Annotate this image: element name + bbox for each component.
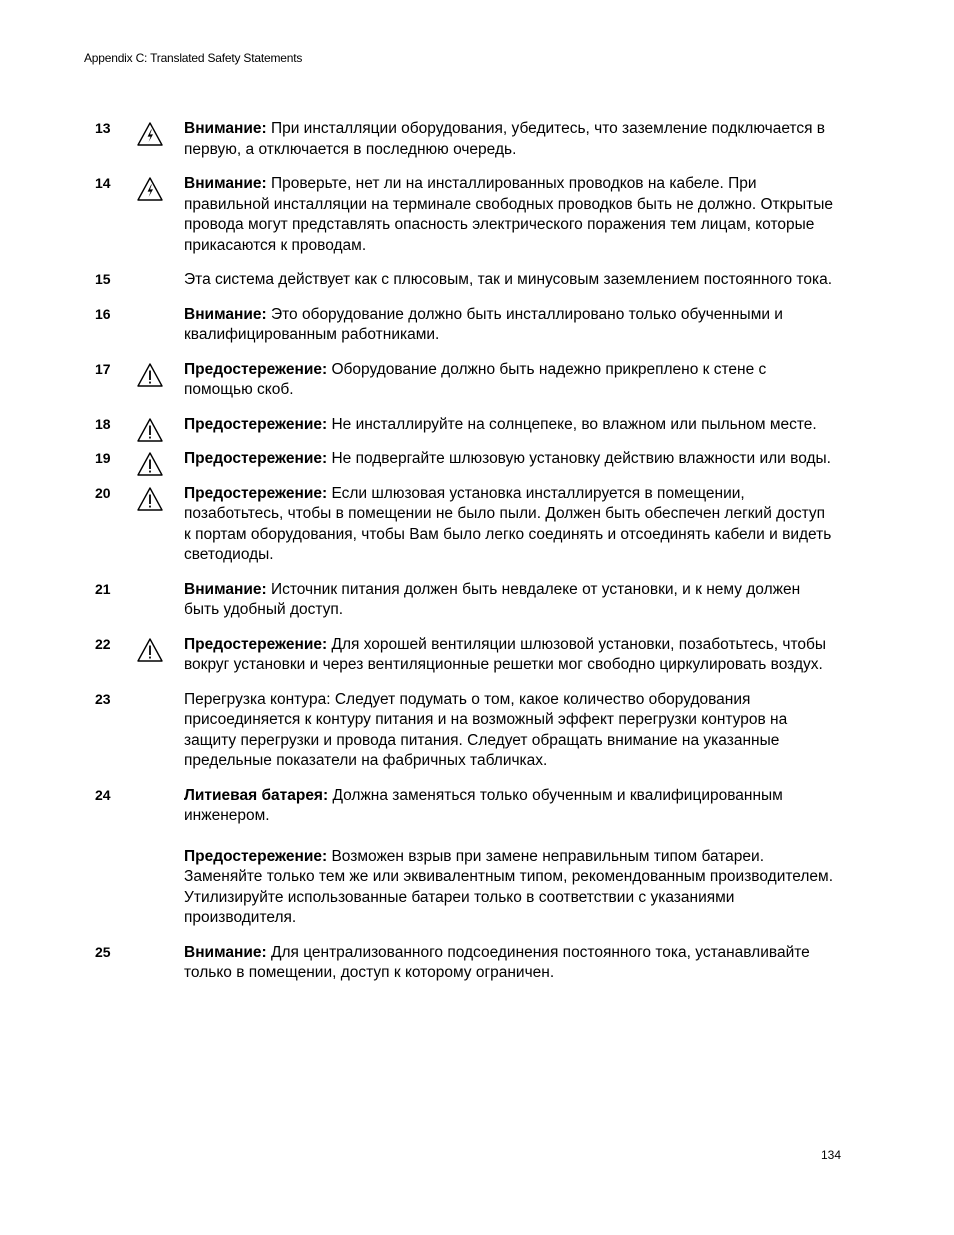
caution-icon (136, 451, 164, 477)
statement-label: Предостережение: (184, 847, 328, 865)
item-number: 19 (95, 450, 111, 466)
electrical-hazard-icon (136, 176, 164, 202)
statement-text: При инсталляции оборудования, убедитесь, что заземление подключается в первую, а отключается в последнюю очередь. (184, 120, 826, 158)
statement-text: Это оборудование должно быть инсталлировано только обученными и квалифицированным работниками. (184, 305, 783, 343)
item-number: 15 (95, 271, 111, 287)
page-number: 134 (821, 1148, 842, 1162)
statement-label: Литиевая батарея: (184, 786, 329, 804)
statement-text: Проверьте, нет ли на инсталлированных проводков на кабеле. При правильной инсталляции на терминале свободных проводков быть не должно. Открытые провода могут представлять опасность электрического поражения тем лицам, которые прикасаются к проводам. (184, 175, 834, 254)
statement-paragraph (184, 580, 834, 621)
safety-statement-item (0, 119, 954, 160)
safety-statement-item (0, 690, 954, 772)
running-header: Appendix C: Translated Safety Statements (84, 51, 303, 65)
item-body (184, 174, 834, 256)
item-number: 13 (95, 120, 111, 136)
statement-paragraph (184, 847, 834, 929)
statement-text: Перегрузка контура: Следует подумать о том, какое количество оборудования присоединяется к контуру питания и на возможный эффект перегрузки контуров на защиту перегрузки и провода питания. Следует обращать внимание на указанные предельные показатели на фабричных табличках. (184, 690, 788, 769)
item-body (184, 786, 834, 929)
caution-icon (136, 637, 164, 663)
caution-icon (136, 362, 164, 388)
item-body (184, 943, 834, 984)
safety-statement-item (0, 415, 954, 436)
statement-label: Внимание: (184, 120, 267, 137)
item-number: 23 (95, 690, 111, 707)
caution-icon (136, 417, 164, 443)
item-body (184, 484, 834, 566)
statement-paragraph (184, 635, 834, 676)
safety-statement-item (0, 174, 954, 256)
safety-statement-item (0, 449, 954, 470)
statement-paragraph (184, 174, 834, 256)
statement-label: Внимание: (184, 943, 267, 961)
statement-label: Внимание: (184, 175, 267, 192)
item-body (184, 690, 834, 772)
statement-label: Предостережение: (184, 450, 328, 467)
item-number: 18 (95, 415, 111, 432)
safety-statement-item (0, 943, 954, 984)
safety-statement-item (0, 580, 954, 621)
item-body (184, 270, 834, 291)
item-number: 25 (95, 943, 111, 960)
item-body (184, 305, 834, 346)
statement-paragraph (184, 449, 834, 470)
item-number: 24 (95, 786, 111, 803)
statement-label: Предостережение: (184, 635, 328, 653)
caution-icon (136, 486, 164, 512)
statement-text: Должна заменяться только обученным и квалифицированным инженером. (184, 786, 783, 824)
item-body (184, 360, 834, 401)
statement-paragraph (184, 270, 834, 291)
item-number: 17 (95, 360, 111, 377)
safety-statement-item (0, 635, 954, 676)
item-body (184, 449, 834, 470)
safety-statement-item (0, 786, 954, 929)
statement-text: Если шлюзовая установка инсталлируется в помещении, позаботьтесь, чтобы в помещении не было пыли. Должен быть обеспечен легкий доступ к портам оборудования, чтобы Вам было легко соединять и отсоединять кабели и видеть светодиоды. (184, 484, 832, 563)
safety-statement-item (0, 305, 954, 346)
item-body (184, 119, 834, 160)
statement-label: Внимание: (184, 580, 267, 598)
item-body (184, 580, 834, 621)
electrical-hazard-icon (136, 121, 164, 147)
statement-label: Предостережение: (184, 415, 328, 433)
statement-paragraph (184, 360, 834, 401)
safety-statement-list (0, 119, 954, 998)
safety-statement-item (0, 270, 954, 291)
statement-paragraph (184, 119, 834, 160)
statement-label: Предостережение: (184, 360, 328, 378)
statement-paragraph (184, 943, 834, 984)
item-body (184, 415, 834, 436)
statement-paragraph (184, 690, 834, 772)
statement-paragraph (184, 305, 834, 346)
statement-text: Эта система действует как с плюсовым, так и минусовым заземлением постоянного тока. (184, 271, 833, 288)
item-number: 22 (95, 635, 111, 652)
statement-text: Не подвергайте шлюзовую установку действию влажности или воды. (327, 450, 831, 467)
statement-label: Предостережение: (184, 484, 328, 502)
statement-paragraph (184, 786, 834, 827)
item-number: 20 (95, 484, 111, 501)
item-number: 21 (95, 580, 111, 597)
statement-text: Для хорошей вентиляции шлюзовой установки, позаботьтесь, чтобы вокруг установки и через вентиляционные решетки мог свободно циркулировать воздух. (184, 635, 827, 673)
statement-paragraph (184, 484, 834, 566)
statement-text: Источник питания должен быть невдалеке от установки, и к нему должен быть удобный доступ. (184, 580, 801, 618)
statement-text: Оборудование должно быть надежно прикреплено к стене с помощью скоб. (184, 360, 767, 398)
statement-text: Для централизованного подсоединения постоянного тока, устанавливайте только в помещении, доступ к которому ограничен. (184, 943, 810, 981)
statement-text: Не инсталлируйте на солнцепеке, во влажном или пыльном месте. (327, 415, 817, 433)
item-number: 16 (95, 305, 111, 322)
item-body (184, 635, 834, 676)
safety-statement-item (0, 360, 954, 401)
statement-label: Внимание: (184, 305, 267, 323)
statement-paragraph (184, 415, 834, 436)
safety-statement-item (0, 484, 954, 566)
item-number: 14 (95, 175, 111, 191)
statement-text: Возможен взрыв при замене неправильным типом батареи. Заменяйте только тем же или эквивалентным типом, рекомендованным производителем. Утилизируйте использованные батареи только в соответствии с указаниями производителя. (184, 847, 834, 926)
